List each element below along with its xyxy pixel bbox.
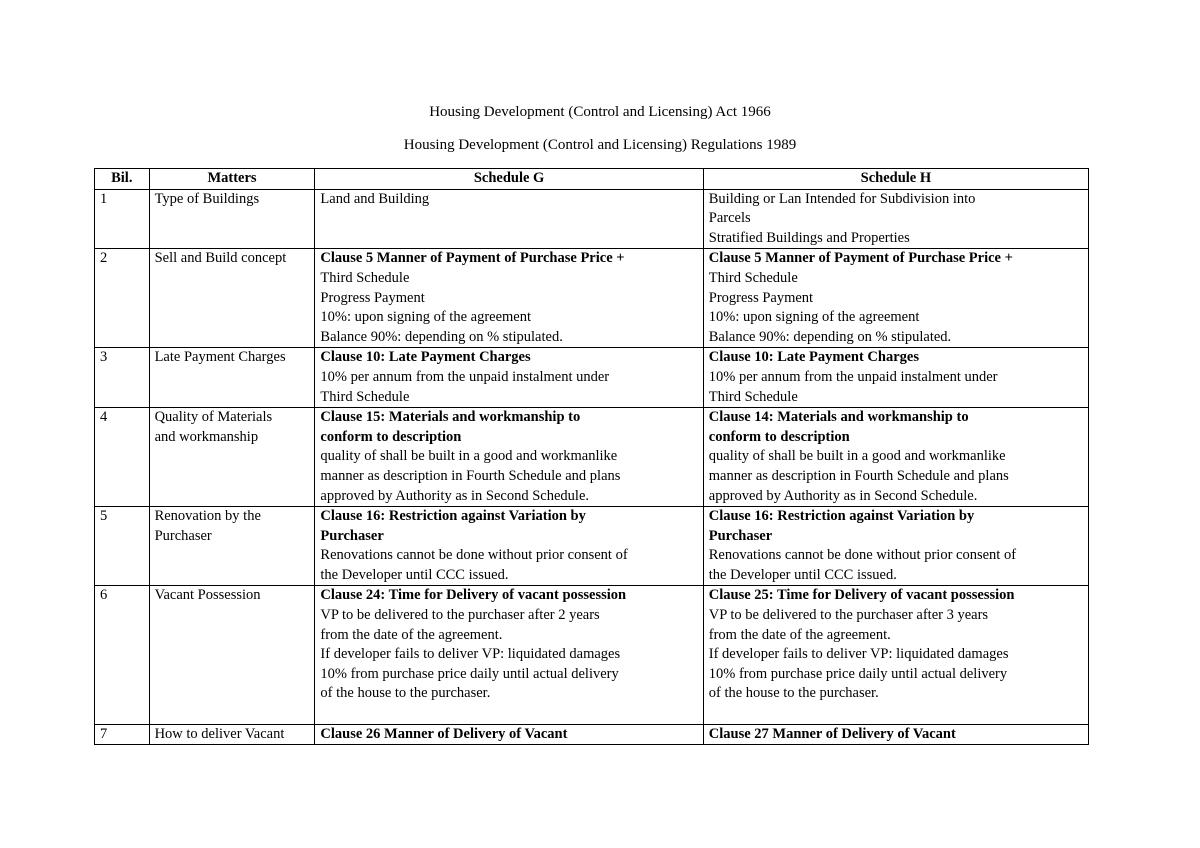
cell-line: Third Schedule xyxy=(708,269,798,286)
cell-line: quality of shall be built in a good and workmanlike xyxy=(320,448,618,465)
cell-line: Building or Lan Intended for Subdivision into xyxy=(708,190,976,207)
cell-line: Stratified Buildings and Properties xyxy=(708,229,910,246)
clause-heading: Clause 25: Time for Delivery of vacant possession xyxy=(708,587,1015,604)
table-row xyxy=(95,189,1089,249)
table-header-row xyxy=(95,169,1089,190)
matters-line: Renovation by the xyxy=(154,508,261,525)
cell-line: Third Schedule xyxy=(320,269,410,286)
cell-line: approved by Authority as in Second Schedule. xyxy=(708,487,978,504)
cell-schedule-g xyxy=(315,507,703,586)
cell-matters xyxy=(149,507,315,586)
cell-line: Balance 90%: depending on % stipulated. xyxy=(708,328,952,345)
clause-heading: Clause 16: Restriction against Variation by xyxy=(320,508,586,525)
cell-line: If developer fails to deliver VP: liquidated damages xyxy=(708,646,1009,663)
cell-matters: Late Payment Charges xyxy=(149,348,315,408)
cell-matters: Vacant Possession xyxy=(149,586,315,724)
blank-line xyxy=(320,704,699,724)
clause-heading: Clause 26 Manner of Delivery of Vacant xyxy=(320,725,568,742)
header-bil: Bil. xyxy=(95,169,150,190)
cell-schedule-h xyxy=(703,189,1088,249)
clause-heading: Clause 24: Time for Delivery of vacant possession xyxy=(320,587,627,604)
cell-line: from the date of the agreement. xyxy=(320,626,503,643)
table-row xyxy=(95,348,1089,408)
header-schedule-g: Schedule G xyxy=(315,169,703,190)
cell-schedule-h xyxy=(703,408,1088,507)
cell-line: Progress Payment xyxy=(708,289,814,306)
cell-line: VP to be delivered to the purchaser after 3 years xyxy=(708,607,989,624)
cell-schedule-h xyxy=(703,348,1088,408)
comparison-table xyxy=(94,168,1089,745)
table-row xyxy=(95,408,1089,507)
clause-heading: Clause 10: Late Payment Charges xyxy=(320,349,531,366)
cell-schedule-h xyxy=(703,586,1088,724)
table-row xyxy=(95,507,1089,586)
cell-line: Balance 90%: depending on % stipulated. xyxy=(320,328,563,345)
cell-bil: 5 xyxy=(95,507,150,586)
cell-schedule-g xyxy=(315,189,703,249)
cell-schedule-h xyxy=(703,507,1088,586)
cell-schedule-g xyxy=(315,348,703,408)
cell-matters: How to deliver Vacant xyxy=(149,724,315,745)
cell-line: the Developer until CCC issued. xyxy=(320,566,509,583)
clause-heading: Clause 10: Late Payment Charges xyxy=(708,349,919,366)
matters-line: Quality of Materials xyxy=(154,409,273,426)
cell-schedule-h xyxy=(703,724,1088,745)
cell-schedule-g xyxy=(315,586,703,724)
cell-line: VP to be delivered to the purchaser after 2 years xyxy=(320,607,600,624)
header-schedule-h: Schedule H xyxy=(703,169,1088,190)
cell-line: Third Schedule xyxy=(320,388,410,405)
cell-matters: Type of Buildings xyxy=(149,189,315,249)
table-row xyxy=(95,249,1089,348)
cell-line: Progress Payment xyxy=(320,289,425,306)
cell-schedule-h xyxy=(703,249,1088,348)
cell-matters: Sell and Build concept xyxy=(149,249,315,348)
cell-line: from the date of the agreement. xyxy=(708,626,891,643)
cell-line: 10% per annum from the unpaid instalment under xyxy=(708,368,998,385)
cell-line: 10% from purchase price daily until actual delivery xyxy=(708,665,1008,682)
cell-line: 10%: upon signing of the agreement xyxy=(320,309,532,326)
act-title: Housing Development (Control and Licensing) Act 1966 xyxy=(429,104,771,120)
cell-line: Third Schedule xyxy=(708,388,798,405)
cell-schedule-g xyxy=(315,724,703,745)
cell-line: 10%: upon signing of the agreement xyxy=(708,309,920,326)
cell-line: the Developer until CCC issued. xyxy=(708,566,897,583)
cell-bil: 6 xyxy=(95,586,150,724)
clause-heading: Purchaser xyxy=(320,527,384,544)
table-row xyxy=(95,586,1089,724)
clause-heading: Clause 14: Materials and workmanship to xyxy=(708,409,969,426)
clause-heading: conform to description xyxy=(320,428,462,445)
cell-line: Renovations cannot be done without prior consent of xyxy=(320,547,628,564)
cell-matters xyxy=(149,408,315,507)
clause-heading: Clause 16: Restriction against Variation by xyxy=(708,508,975,525)
cell-line: Parcels xyxy=(708,210,751,227)
blank-line xyxy=(709,704,1085,724)
cell-line: Renovations cannot be done without prior consent of xyxy=(708,547,1017,564)
cell-line: quality of shall be built in a good and workmanlike xyxy=(708,448,1006,465)
clause-heading: Clause 5 Manner of Payment of Purchase Price + xyxy=(320,250,625,267)
cell-bil: 2 xyxy=(95,249,150,348)
cell-line: approved by Authority as in Second Schedule. xyxy=(320,487,590,504)
clause-heading: conform to description xyxy=(708,428,850,445)
matters-line: Purchaser xyxy=(154,527,212,544)
cell-line: Land and Building xyxy=(320,190,430,207)
cell-bil: 4 xyxy=(95,408,150,507)
cell-line: of the house to the purchaser. xyxy=(708,685,879,702)
cell-schedule-g xyxy=(315,249,703,348)
table-row xyxy=(95,724,1089,745)
clause-heading: Clause 15: Materials and workmanship to xyxy=(320,409,581,426)
clause-heading: Purchaser xyxy=(708,527,773,544)
cell-line: manner as description in Fourth Schedule and plans xyxy=(320,467,621,484)
matters-line: and workmanship xyxy=(154,428,259,445)
cell-line: manner as description in Fourth Schedule and plans xyxy=(708,467,1009,484)
header-matters: Matters xyxy=(149,169,315,190)
cell-line: of the house to the purchaser. xyxy=(320,685,491,702)
cell-line: 10% from purchase price daily until actual delivery xyxy=(320,665,619,682)
clause-heading: Clause 5 Manner of Payment of Purchase Price + xyxy=(708,250,1013,267)
cell-line: 10% per annum from the unpaid instalment under xyxy=(320,368,610,385)
cell-bil: 7 xyxy=(95,724,150,745)
clause-heading: Clause 27 Manner of Delivery of Vacant xyxy=(708,725,956,742)
cell-bil: 3 xyxy=(95,348,150,408)
cell-schedule-g xyxy=(315,408,703,507)
cell-line: If developer fails to deliver VP: liquidated damages xyxy=(320,646,621,663)
regulations-title: Housing Development (Control and Licensing) Regulations 1989 xyxy=(403,137,797,153)
cell-bil: 1 xyxy=(95,189,150,249)
